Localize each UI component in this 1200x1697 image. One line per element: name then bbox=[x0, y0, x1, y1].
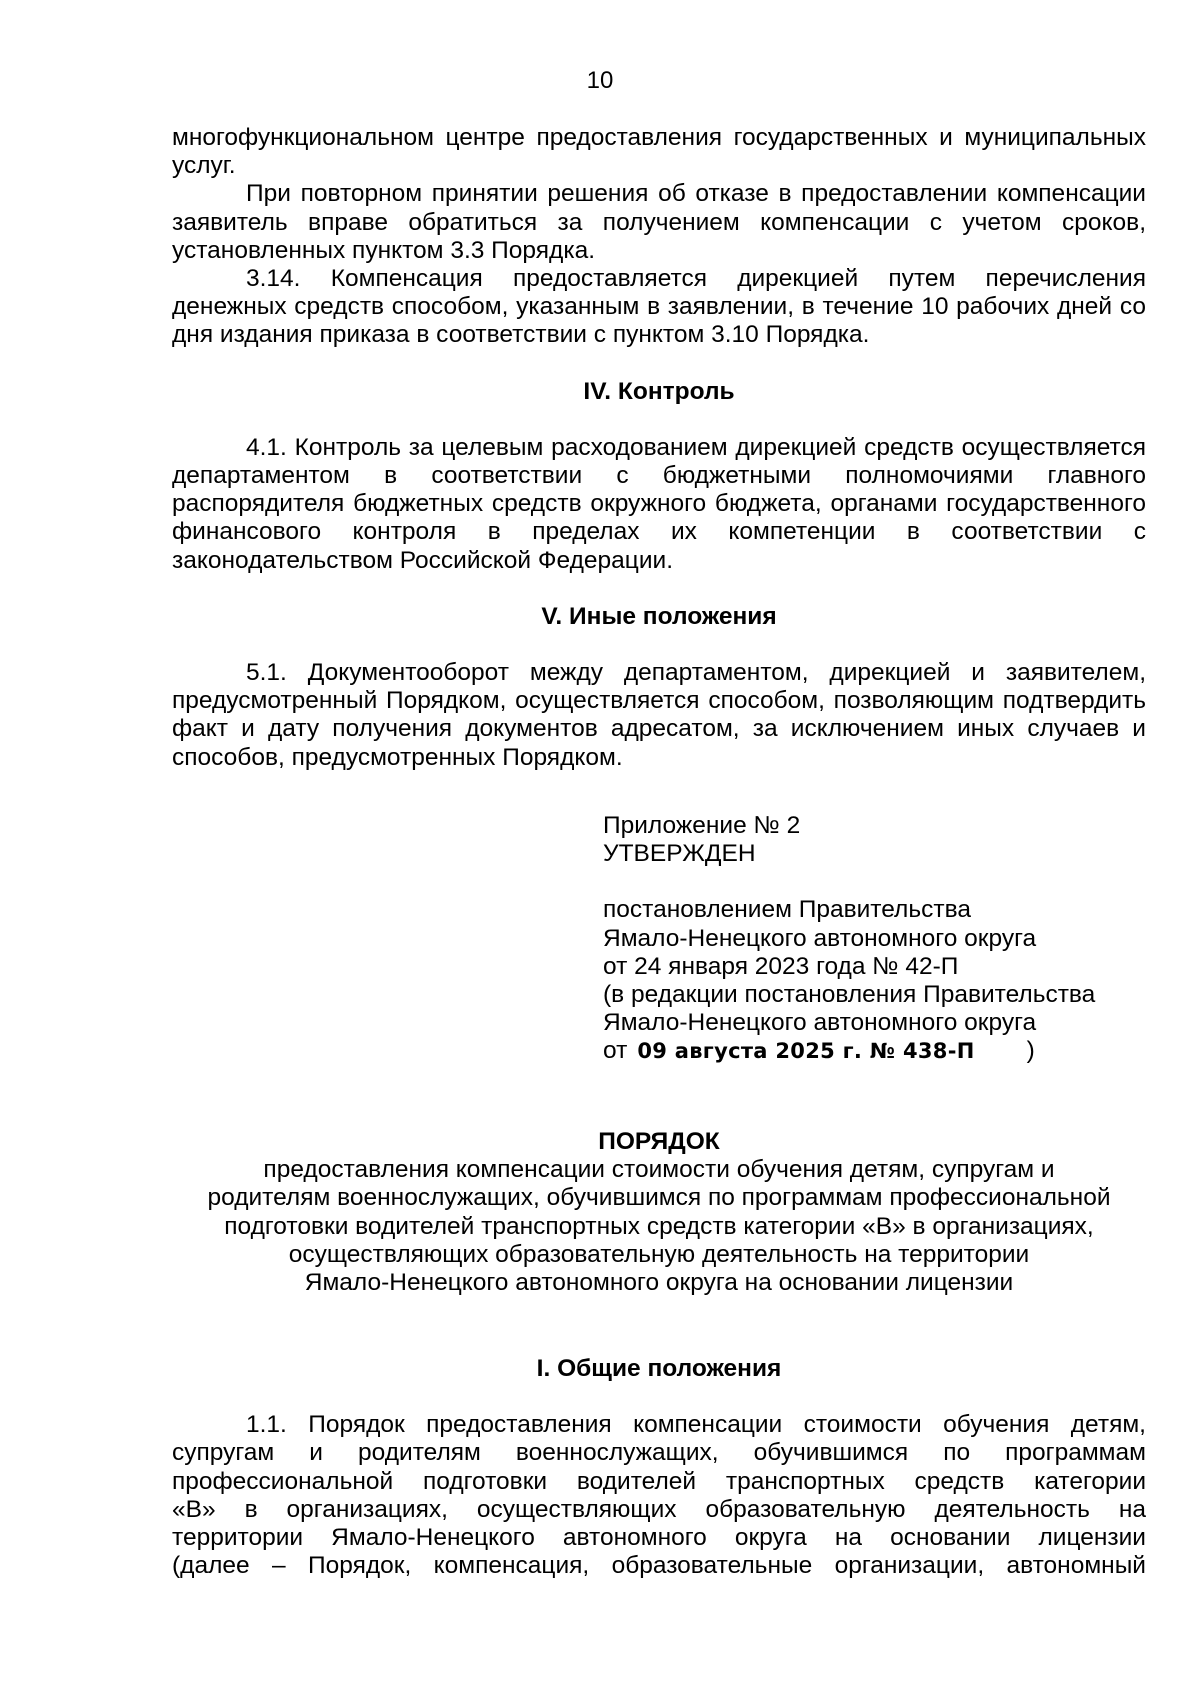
order-title-block bbox=[172, 1128, 1146, 1297]
page-number: 10 bbox=[586, 67, 614, 94]
approval-line-2: Ямало-Ненецкого автономного округа bbox=[603, 924, 1037, 952]
paragraph-continuation: многофункциональном центре предоставления государственных и муниципальных услуг. bbox=[172, 124, 1146, 180]
order-subtitle-line: подготовки водителей транспортных средств категории «В» в организациях, bbox=[224, 1212, 1094, 1240]
section-1 bbox=[172, 1355, 1146, 1580]
close-paren: ) bbox=[1026, 1037, 1035, 1065]
paragraph-1-1-line: 1.1. Порядок предоставления компенсации стоимости обучения детям, bbox=[246, 1411, 1146, 1439]
approval-line-1: постановлением Правительства bbox=[603, 896, 971, 924]
paragraph-1-1-line: «В» в организациях, осуществляющих образовательную деятельность на bbox=[172, 1495, 1146, 1523]
order-title: ПОРЯДОК bbox=[598, 1128, 720, 1155]
section-5-heading: V. Иные положения bbox=[541, 602, 777, 630]
approval-gap bbox=[603, 868, 1163, 896]
stamp-date-number: 09 августа 2025 г. № 438-П bbox=[637, 1039, 975, 1064]
paragraph-repeat-refusal: При повторном принятии решения об отказе в предоставлении компенсации заявитель вправе обратиться за получением компенсации с учетом сроков, установленных пунктом 3.3 Порядка. bbox=[172, 180, 1146, 264]
order-subtitle-line: предоставления компенсации стоимости обучения детям, супругам и bbox=[263, 1156, 1055, 1184]
approval-stamp-line bbox=[603, 1037, 1163, 1065]
paragraph-5-1: 5.1. Документооборот между департаментом, дирекцией и заявителем, предусмотренный Порядком, осуществляется способом, позволяющим подтвердить факт и дату получения документов адресатом, за исключением иных случаев и способов, предусмотренных Порядком. bbox=[172, 659, 1146, 771]
paragraph-1-1-line: (далее – Порядок, компенсация, образовательные организации, автономный bbox=[172, 1552, 1146, 1580]
approval-line-5: Ямало-Ненецкого автономного округа bbox=[603, 1009, 1037, 1037]
order-subtitle-line: осуществляющих образовательную деятельность на территории bbox=[288, 1240, 1030, 1268]
order-subtitle-line: родителям военнослужащих, обучившимся по программам профессиональной bbox=[207, 1184, 1111, 1212]
approval-block bbox=[603, 812, 1163, 1066]
approval-line-4: (в редакции постановления Правительства bbox=[603, 981, 1096, 1009]
ot-prefix: от bbox=[603, 1037, 628, 1065]
paragraph-1-1-line: профессиональной подготовки водителей транспортных средств категории bbox=[172, 1467, 1146, 1495]
paragraph-1-1-line: территории Ямало-Ненецкого автономного округа на основании лицензии bbox=[172, 1524, 1146, 1552]
section-1-heading: I. Общие положения bbox=[536, 1355, 782, 1382]
paragraph-1-1-line: супругам и родителям военнослужащих, обучившимся по программам bbox=[172, 1439, 1146, 1467]
paragraph-3-14: 3.14. Компенсация предоставляется дирекцией путем перечисления денежных средств способом, указанным в заявлении, в течение 10 рабочих дней со дня издания приказа в соответствии с пунктом 3.10 Порядка. bbox=[172, 265, 1146, 349]
main-text-block bbox=[172, 124, 1146, 772]
section-4-heading: IV. Контроль bbox=[583, 377, 735, 405]
paragraph-4-1: 4.1. Контроль за целевым расходованием дирекцией средств осуществляется департаментом в соответствии с бюджетными полномочиями главного распорядителя бюджетных средств окружного бюджета, органами государственного финансового контроля в пределах их компетенции в соответствии с законодательством Российской Федерации. bbox=[172, 433, 1146, 574]
order-subtitle-line: Ямало-Ненецкого автономного округа на основании лицензии bbox=[304, 1269, 1014, 1297]
appendix-label: Приложение № 2 bbox=[603, 812, 801, 839]
approved-label: УТВЕРЖДЕН bbox=[603, 840, 756, 868]
approval-line-3: от 24 января 2023 года № 42-П bbox=[603, 952, 959, 980]
